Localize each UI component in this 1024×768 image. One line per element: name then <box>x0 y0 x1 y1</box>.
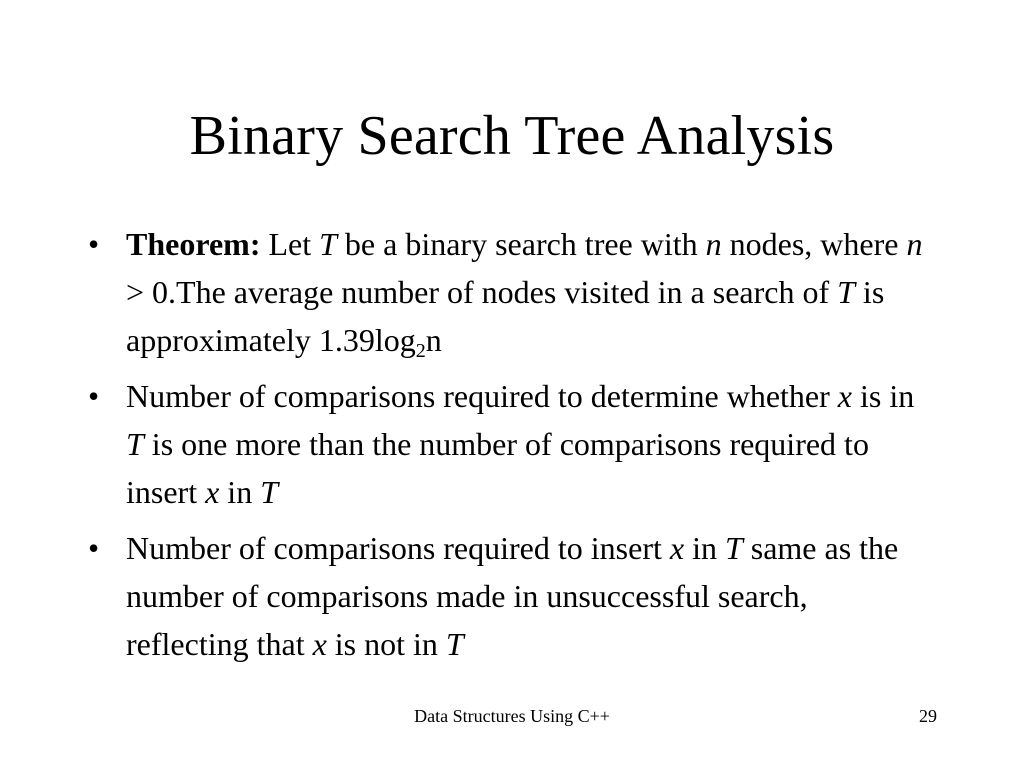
math-variable: n <box>705 226 722 262</box>
math-variable: T <box>445 626 464 662</box>
log-base-subscript: 2 <box>415 340 426 362</box>
math-variable: T <box>260 474 278 510</box>
bullet-list <box>88 220 928 676</box>
slide-title: Binary Search Tree Analysis <box>189 105 835 167</box>
text-run: Number of comparisons required to determine whether <box>126 378 838 414</box>
bullet-item-comparisons-determine <box>88 372 928 516</box>
text-run: Let <box>260 226 320 262</box>
footer-course-title: Data Structures Using C++ <box>414 706 610 726</box>
math-variable: x <box>669 530 685 566</box>
text-run: be a binary search tree with <box>336 226 706 262</box>
text-run: nodes, where <box>721 226 907 262</box>
text-run: same as the number of comparisons made in unsuccessful search, reflecting that <box>126 530 899 662</box>
bullet-dot-icon: • <box>88 530 100 566</box>
math-variable: T <box>837 274 855 310</box>
text-run: is approximately 1.39log <box>126 274 885 358</box>
math-variable: x <box>205 474 220 510</box>
math-variable: T <box>319 226 337 262</box>
math-variable: n <box>906 226 923 262</box>
text-run: Number of comparisons required to insert <box>126 530 670 566</box>
text-run: is one more than the number of comparisons required to insert <box>126 426 869 510</box>
bullet-text <box>126 530 898 662</box>
math-variable: T <box>724 530 743 566</box>
text-run: in <box>684 530 725 566</box>
text-run: in <box>219 474 261 510</box>
bullet-dot-icon: • <box>88 226 100 262</box>
math-variable: x <box>312 626 327 662</box>
bullet-text <box>126 226 923 362</box>
theorem-label: Theorem: <box>126 226 261 262</box>
text-run: n <box>425 322 442 358</box>
text-run: is not in <box>326 626 446 662</box>
math-variable: x <box>837 378 852 414</box>
bullet-dot-icon: • <box>88 378 100 414</box>
bullet-item-theorem <box>88 220 928 364</box>
text-run: is in <box>851 378 915 414</box>
footer-page-number: 29 <box>919 706 937 726</box>
bullet-item-comparisons-insert <box>88 524 928 668</box>
text-run: > 0.The average number of nodes visited in a search of <box>126 274 838 310</box>
math-variable: T <box>126 426 144 462</box>
bullet-text <box>126 378 914 510</box>
